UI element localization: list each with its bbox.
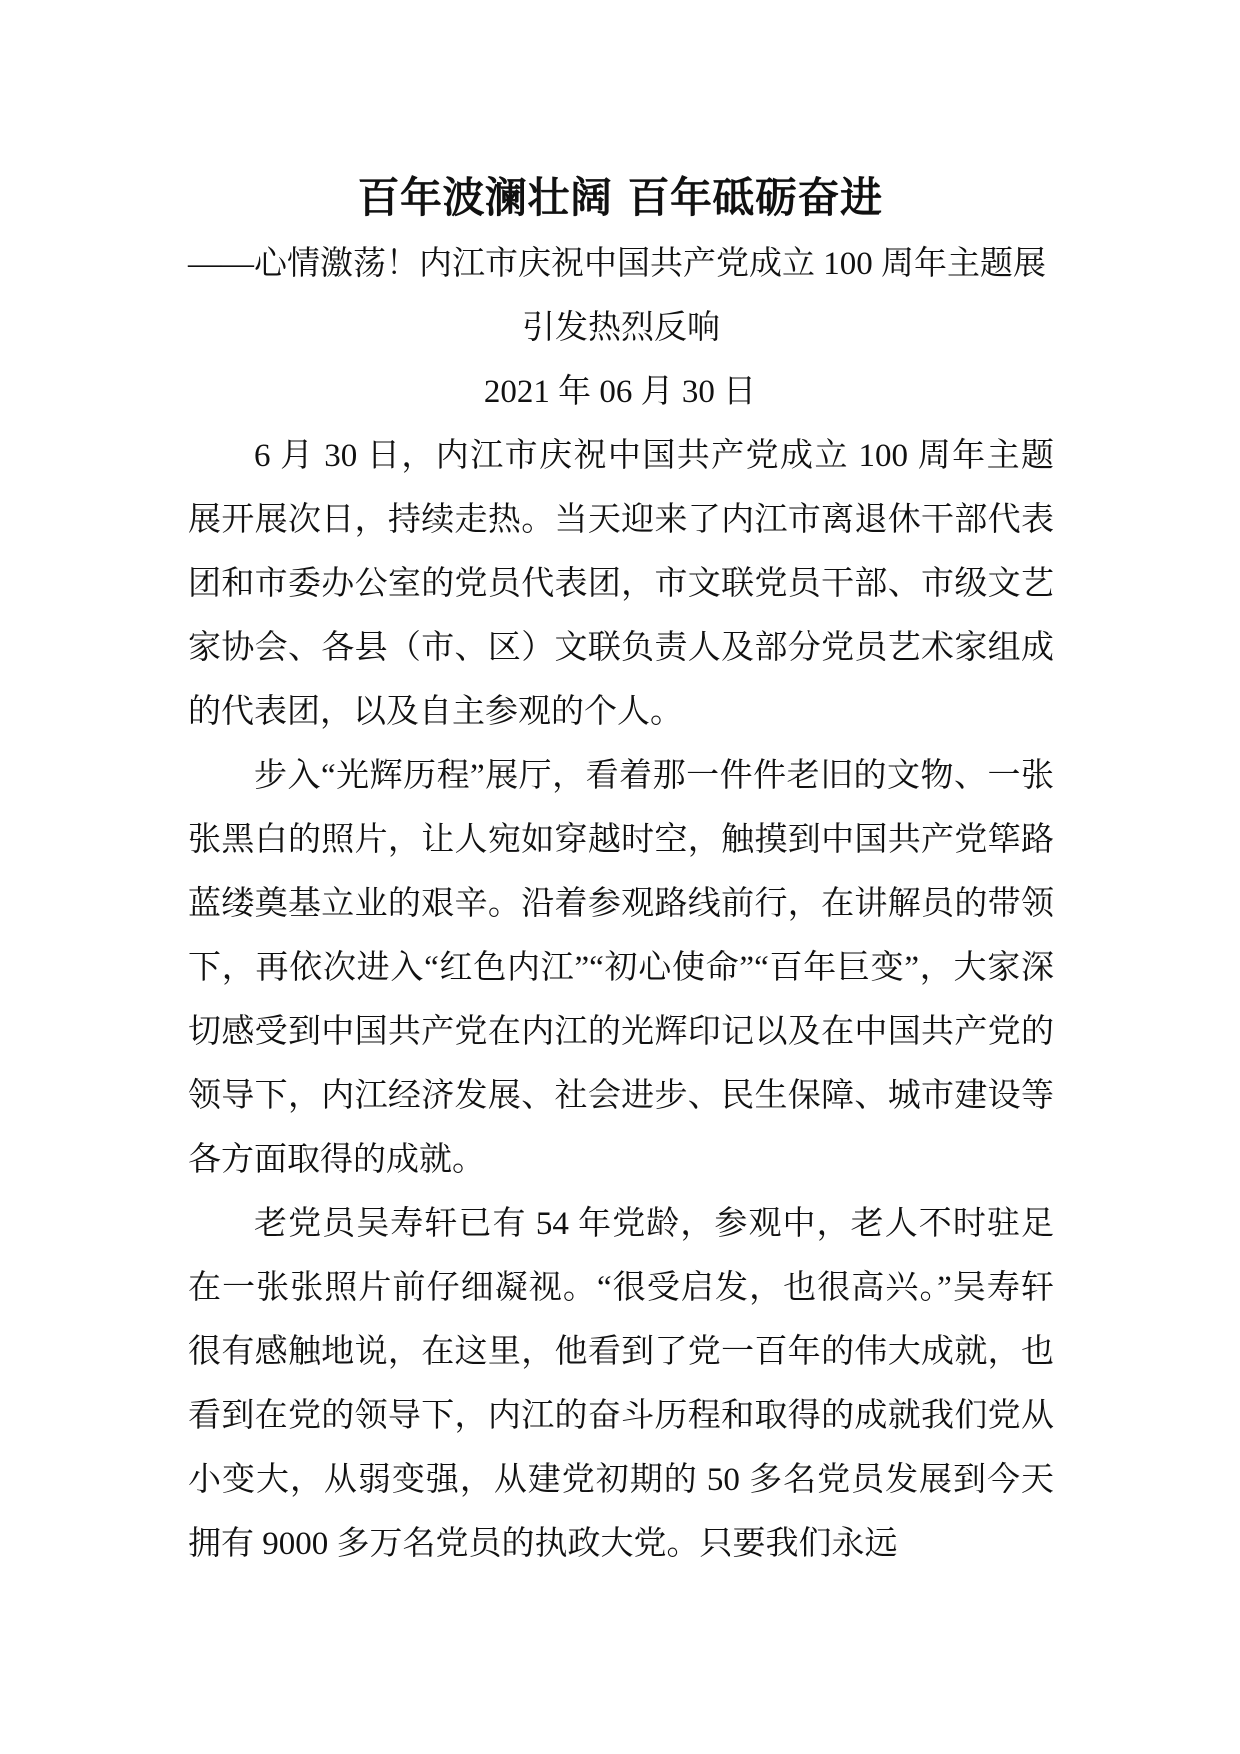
- paragraph: 步入“光辉历程”展厅，看着那一件件老旧的文物、一张张黑白的照片，让人宛如穿越时空，触摸到中国共产党筚路蓝缕奠基立业的艰辛。沿着参观路线前行，在讲解员的带领下，再依次进入“红色内江”“初心使命”“百年巨变”，大家深切感受到中国共产党在内江的光辉印记以及在中国共产党的领导下，内江经济发展、社会进步、民生保障、城市建设等各方面取得的成就。: [188, 758, 1054, 1178]
- subtitle: [188, 232, 1054, 360]
- article-body: [188, 424, 1054, 1576]
- paragraph: 老党员吴寿轩已有 54 年党龄，参观中，老人不时驻足在一张张照片前仔细凝视。“很受启发，也很高兴。”吴寿轩很有感触地说，在这里，他看到了党一百年的伟大成就，也看到在党的领导下，内江的奋斗历程和取得的成就我们党从小变大，从弱变强，从建党初期的 50 多名党员发展到今天拥有 9000 多万名党员的执政大党。只要我们永远: [188, 1206, 1054, 1562]
- subtitle-line-1: ——心情激荡！内江市庆祝中国共产党成立 100 周年主题展: [188, 246, 1046, 282]
- paragraph: 6 月 30 日，内江市庆祝中国共产党成立 100 周年主题展开展次日，持续走热。当天迎来了内江市离退休干部代表团和市委办公室的党员代表团，市文联党员干部、市级文艺家协会、各县（市、区）文联负责人及部分党员艺术家组成的代表团，以及自主参观的个人。: [188, 438, 1054, 730]
- subtitle-line-2: 引发热烈反响: [522, 310, 720, 346]
- page-title: 百年波澜壮阔 百年砥砺奋进: [357, 173, 883, 222]
- publish-date: 2021 年 06 月 30 日: [483, 374, 757, 410]
